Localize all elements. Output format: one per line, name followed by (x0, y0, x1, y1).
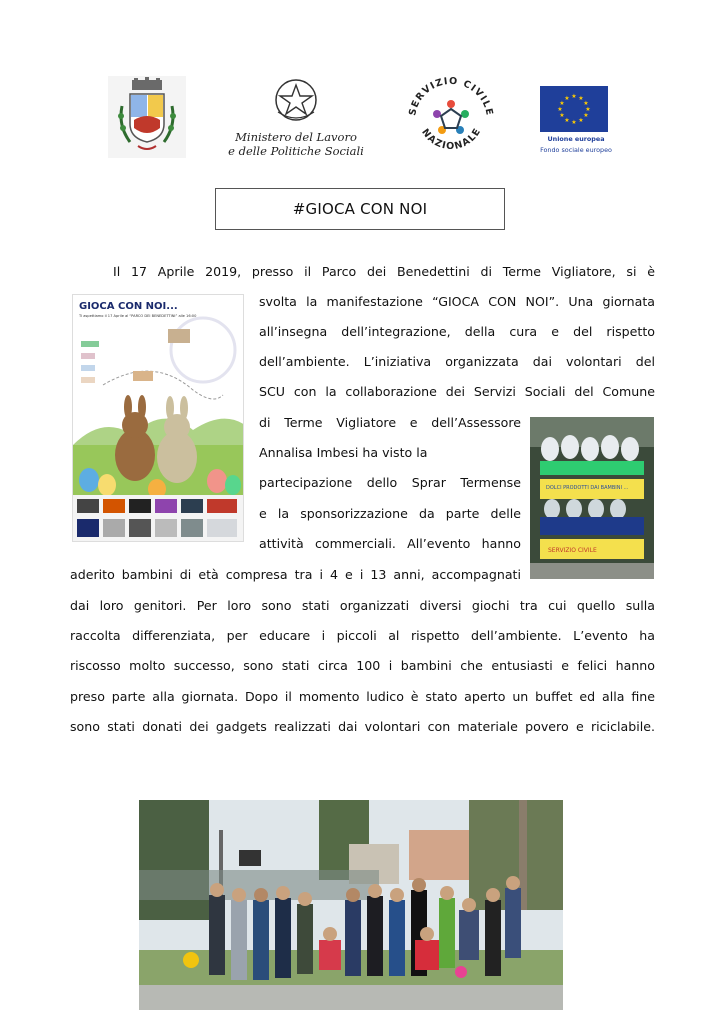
servizio-civile-logo (405, 76, 497, 160)
body-line-10: attività commerciali. All’evento hanno (259, 536, 521, 551)
poster-subtitle: Ti aspettiamo il 17 Aprile al “PARCO DEI BENEDETTINI” alle 16:00 (79, 314, 197, 318)
body-line-16: sono stati donati dei gadgets realizzati dai volontari con materiale povero e riciclabile. (70, 719, 655, 734)
svg-text:★: ★ (571, 93, 577, 100)
ministero-line-1: Ministero del Lavoro (235, 130, 357, 144)
body-line-15: preso parte alla giornata. Dopo il momento ludico è stato aperto un buffet ed alla fine (70, 689, 655, 704)
event-poster-image (72, 294, 244, 542)
svg-text:★: ★ (557, 106, 563, 113)
body-line-8: partecipazione dello Sprar Termense (259, 475, 521, 490)
svg-text:★: ★ (564, 117, 570, 124)
svg-text:★: ★ (559, 100, 565, 107)
body-line-2: svolta la manifestazione “GIOCA CON NOI”. Una giornata (259, 294, 655, 309)
svg-text:★: ★ (578, 117, 584, 124)
body-line-9: e la sponsorizzazione da parte delle (259, 506, 521, 521)
eu-line-1: Unione europea (547, 135, 605, 143)
eu-logo (540, 86, 612, 158)
eu-flag-icon (540, 86, 608, 132)
body-line-13: raccolta differenziata, per educare i piccoli al rispetto dell’ambiente. L’evento ha (70, 628, 655, 643)
svg-text:SERVIZIO CIVILE: SERVIZIO CIVILE (407, 76, 495, 118)
group-photo-image (139, 800, 563, 1010)
ministero-line-2: e delle Politiche Sociali (228, 144, 364, 158)
body-line-14: riscosso molto successo, sono stati circa 100 i bambini che entusiasti e felici hanno (70, 658, 655, 673)
svg-text:★: ★ (559, 112, 565, 119)
italian-emblem-icon (222, 76, 370, 126)
body-line-12: dai loro genitori. Per loro sono stati organizzati diversi giochi tra cui quello sulla (70, 598, 655, 613)
eu-line-2: Fondo sociale europeo (540, 146, 612, 154)
stand-photo-image (530, 417, 654, 579)
ministero-lavoro-logo (222, 76, 370, 162)
svg-text:★: ★ (583, 100, 589, 107)
svg-text:★: ★ (571, 119, 577, 126)
svg-text:★: ★ (564, 95, 570, 102)
body-line-1: Il 17 Aprile 2019, presso il Parco dei Benedettini di Terme Vigliatore, si è (113, 264, 655, 279)
body-line-6: di Terme Vigliatore e dell’Assessore (259, 415, 521, 430)
stand-sign-1: DOLCI PRODOTTI DAI BAMBINI ... (546, 485, 629, 491)
svg-text:★: ★ (578, 95, 584, 102)
svg-text:★: ★ (585, 106, 591, 113)
svg-text:NAZIONALE: NAZIONALE (419, 125, 484, 152)
body-line-11: aderito bambini di età compresa tra i 4 e i 13 anni, accompagnati (70, 567, 521, 582)
stand-sign-2: SERVIZIO CIVILE (548, 547, 597, 554)
document-title: #GIOCA CON NOI (215, 188, 505, 230)
poster-title: GIOCA CON NOI... (79, 301, 178, 312)
svg-text:★: ★ (583, 112, 589, 119)
body-line-3: all’insegna dell’integrazione, della cura e del rispetto (259, 324, 655, 339)
body-line-7: Annalisa Imbesi ha visto la (259, 445, 428, 460)
body-line-5: SCU con la collaborazione dei Servizi Sociali del Comune (259, 384, 655, 399)
body-line-4: dell’ambiente. L’iniziativa organizzata dai volontari del (259, 354, 655, 369)
comune-crest-logo (108, 76, 186, 158)
